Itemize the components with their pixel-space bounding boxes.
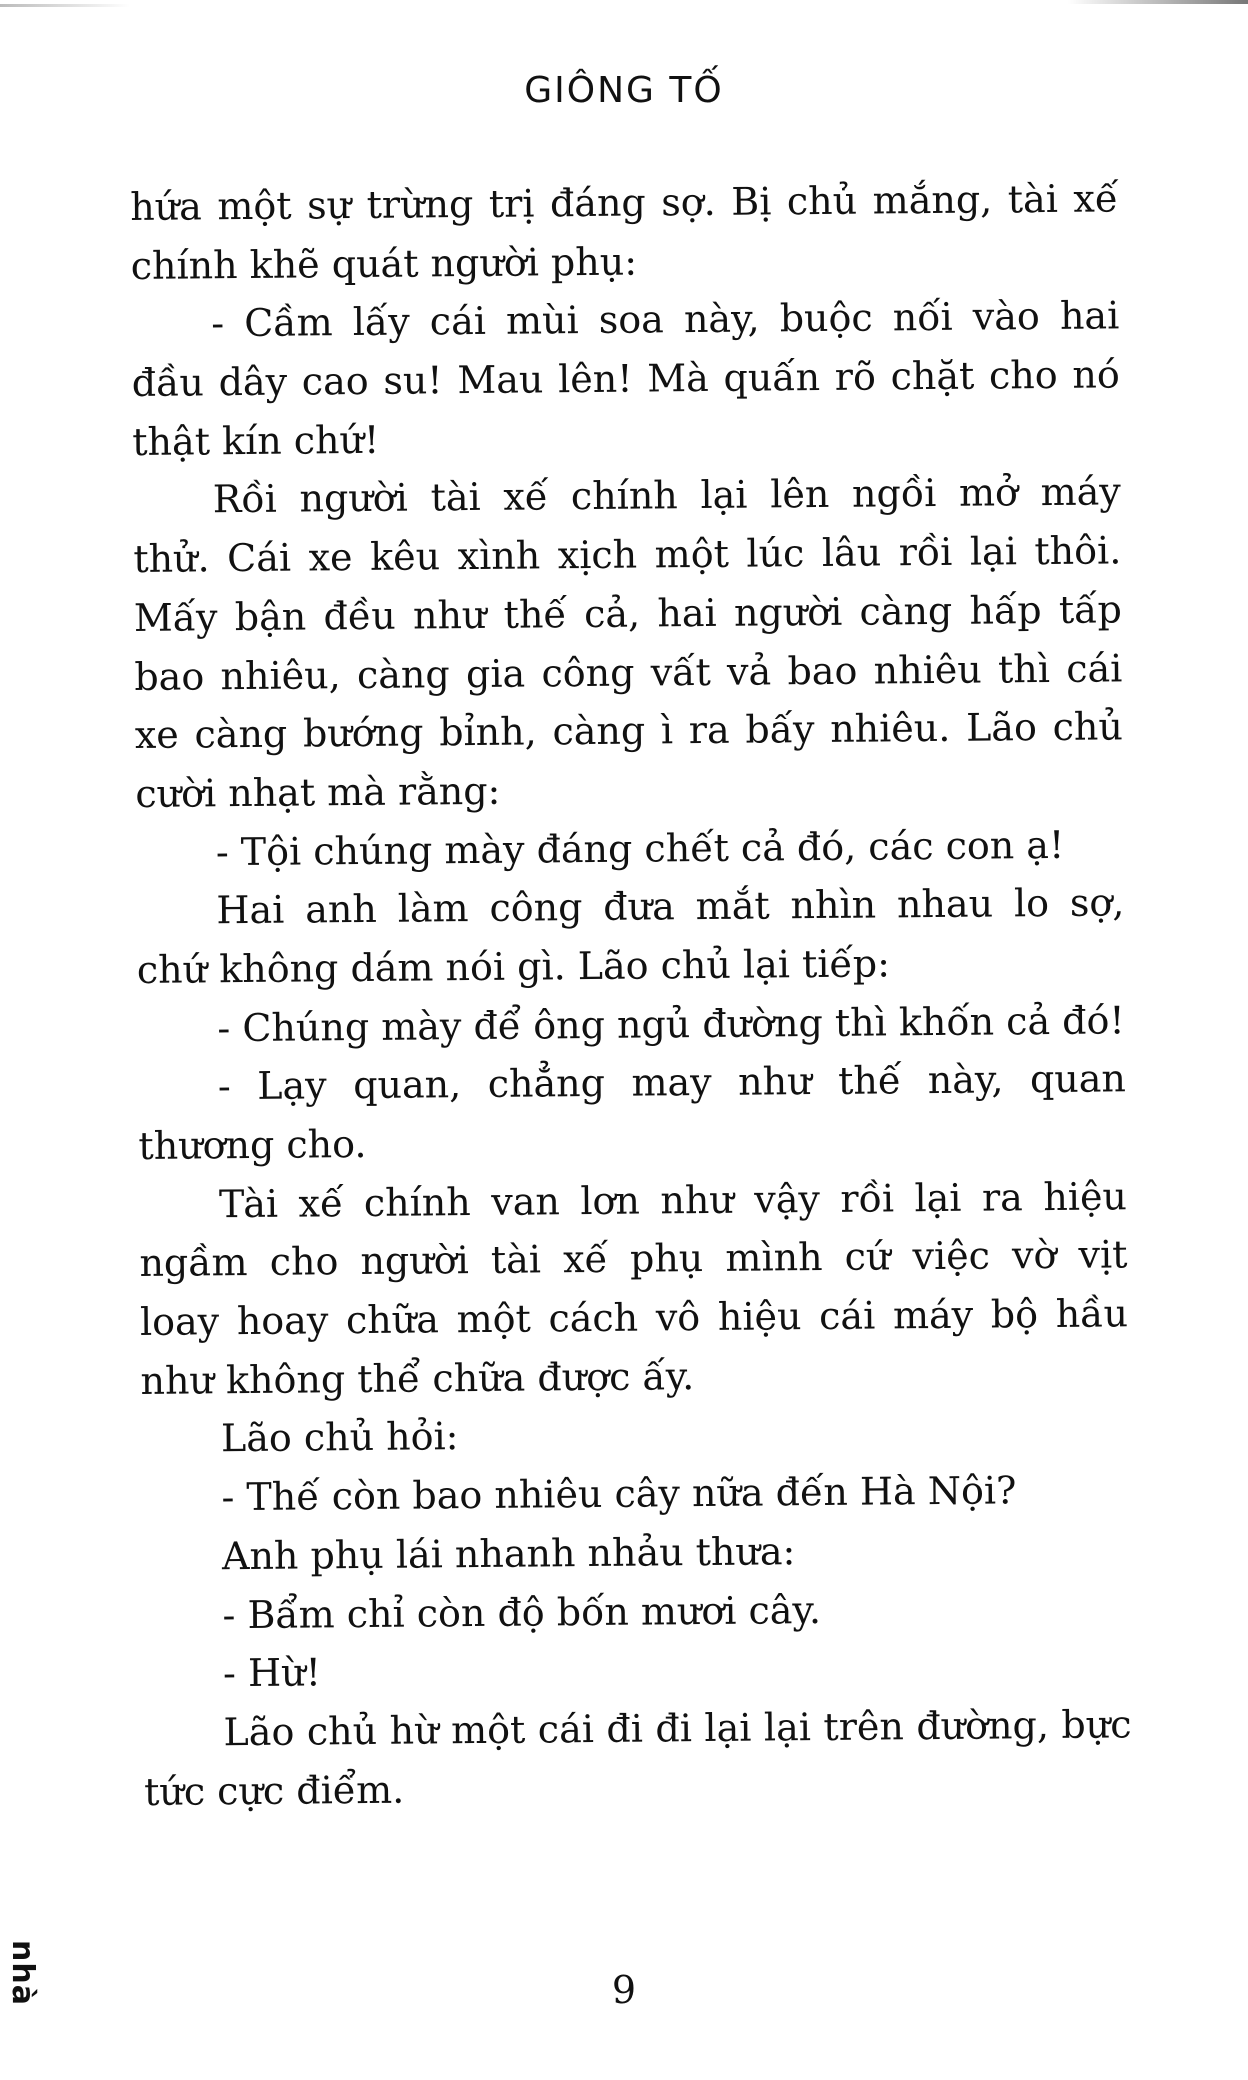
scan-edge-shadow-left xyxy=(0,4,130,7)
text-line: Mấy bận đều như thế cả, hai người càng hấp tấp xyxy=(133,587,1122,640)
text-line: - Tội chúng mày đáng chết cả đó, các con ạ! xyxy=(215,822,1065,874)
text-line: tức cực điểm. xyxy=(143,1767,405,1814)
text-line: Lão chủ hừ một cái đi đi lại lại trên đường, bực xyxy=(223,1702,1132,1755)
text-line: hứa một sự trừng trị đáng sợ. Bị chủ mắng, tài xế xyxy=(130,176,1119,229)
text-line: - Chúng mày để ông ngủ đường thì khốn cả đó! xyxy=(217,997,1125,1050)
text-line: chứ không dám nói gì. Lão chủ lại tiếp: xyxy=(136,941,891,992)
text-line: thật kín chứ! xyxy=(132,417,380,464)
text-line: ngầm cho người tài xế phụ mình cứ việc vờ vịt xyxy=(139,1232,1128,1286)
text-line: Rồi người tài xế chính lại lên ngồi mở máy xyxy=(212,469,1121,522)
text-line: Tài xế chính van lơn như vậy rồi lại ra hiệu xyxy=(218,1174,1128,1226)
scan-edge-shadow-right xyxy=(1068,0,1248,4)
page-number: 9 xyxy=(611,1968,637,2012)
text-line: chính khẽ quát người phụ: xyxy=(130,239,638,288)
text-line: - Cầm lấy cái mùi soa này, buộc nối vào hai xyxy=(211,293,1120,346)
text-line: - Lạy quan, chẳng may như thế này, quan xyxy=(217,1056,1127,1109)
text-line: đầu dây cao su! Mau lên! Mà quấn rõ chặt cho nó xyxy=(131,352,1120,406)
text-line: bao nhiêu, càng gia công vất vả bao nhiêu thì cái xyxy=(134,645,1123,699)
body-text xyxy=(130,169,1132,1821)
text-line: Anh phụ lái nhanh nhảu thưa: xyxy=(221,1529,796,1579)
text-line: như không thể chữa được ấy. xyxy=(140,1353,695,1403)
text-line: - Bẩm chỉ còn độ bốn mươi cây. xyxy=(222,1587,822,1637)
text-line: thử. Cái xe kêu xình xịch một lúc lâu rồi lại thôi. xyxy=(133,528,1122,582)
text-line: Lão chủ hỏi: xyxy=(220,1414,459,1461)
text-line: loay hoay chữa một cách vô hiệu cái máy bộ hầu xyxy=(139,1291,1129,1345)
text-line: xe càng bướng bỉnh, càng ì ra bấy nhiêu. Lão chủ xyxy=(134,704,1124,758)
text-line: thương cho. xyxy=(138,1121,367,1168)
publisher-mark: nhà xyxy=(5,1940,40,2006)
running-head: GIÔNG TỐ xyxy=(524,70,724,111)
text-line: - Hừ! xyxy=(222,1650,322,1696)
text-line: cười nhạt mà rằng: xyxy=(135,768,501,816)
text-line: - Thế còn bao nhiêu cây nữa đến Hà Nội? xyxy=(221,1468,1017,1520)
text-line: Hai anh làm công đưa mắt nhìn nhau lo sợ, xyxy=(216,880,1125,933)
